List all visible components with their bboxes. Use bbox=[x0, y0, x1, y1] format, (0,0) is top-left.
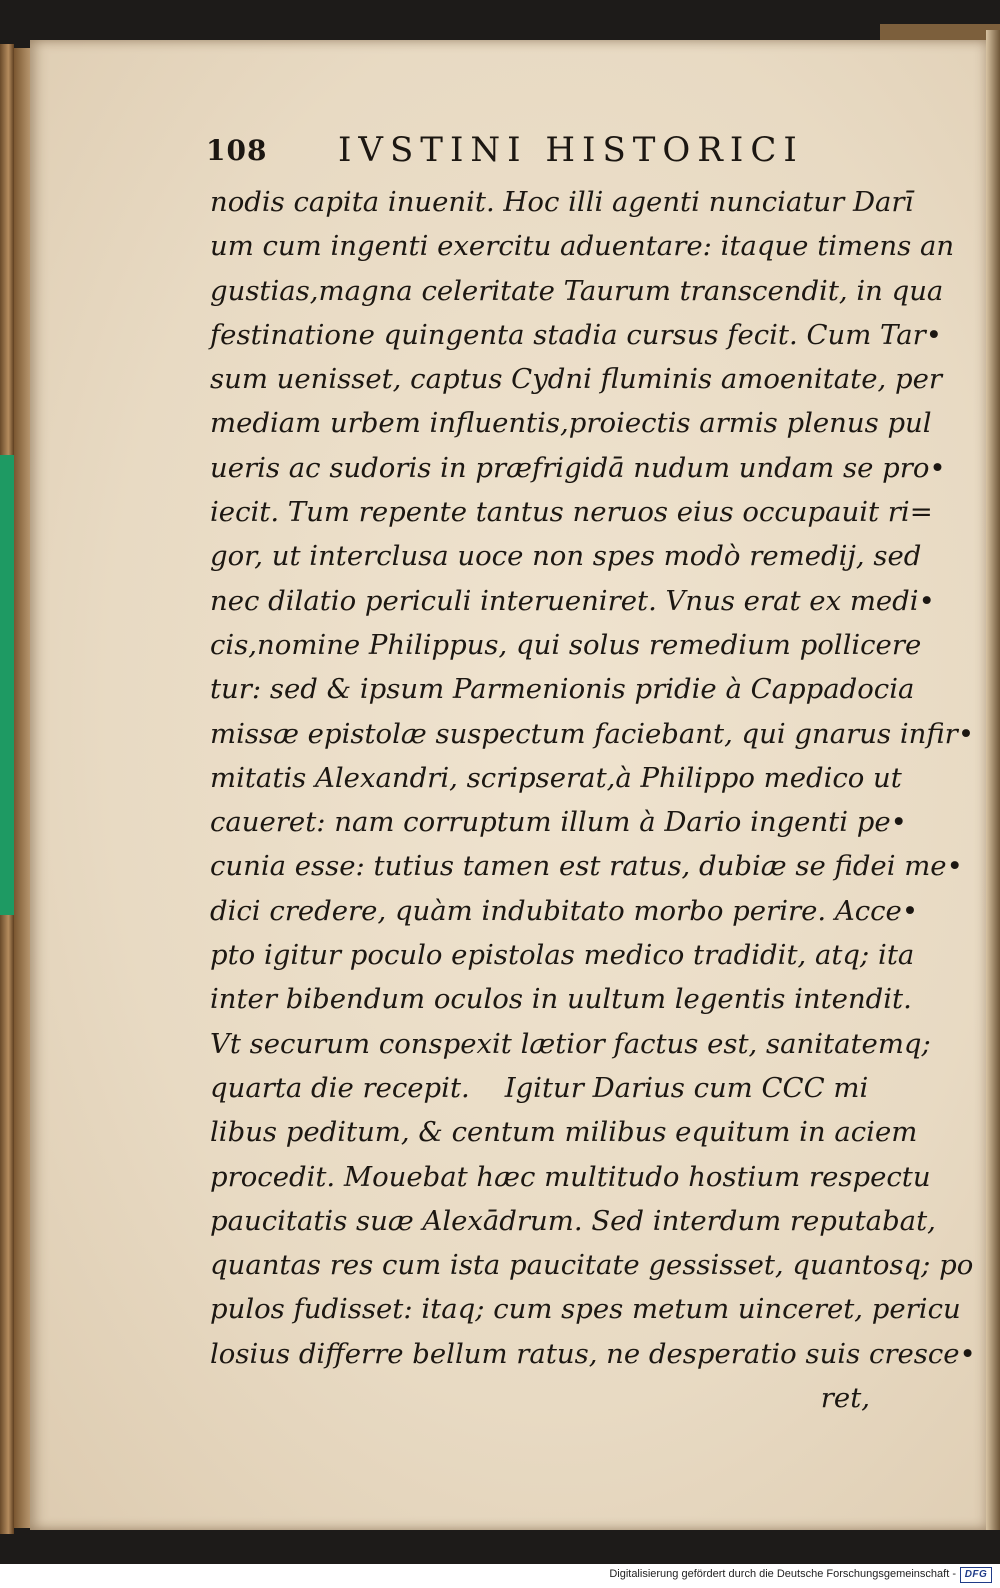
text-line: iecit. Tum repente tantus neruos eius occupauit ri= bbox=[210, 496, 933, 529]
funding-credit: Digitalisierung gefördert durch die Deutsche Forschungsgemeinschaft - bbox=[609, 1568, 956, 1580]
text-line: nec dilatio periculi interueniret. Vnus erat ex medi• bbox=[210, 584, 935, 617]
page-number: 108 bbox=[206, 134, 268, 167]
book-edge-right bbox=[986, 30, 1000, 1530]
text-line: cis,nomine Philippus, qui solus remedium pollicere bbox=[210, 628, 922, 661]
digitization-footer bbox=[0, 1564, 1000, 1588]
text-line: tur: sed & ipsum Parmenionis pridie à Cappadocia bbox=[210, 673, 915, 706]
text-line: nodis capita inuenit. Hoc illi agenti nunciatur Darī bbox=[210, 186, 914, 218]
text-line: procedit. Mouebat hæc multitudo hostium respectu bbox=[210, 1160, 931, 1193]
text-line: cunia esse: tutius tamen est ratus, dubiæ se fidei me• bbox=[210, 850, 963, 883]
text-line: sum uenisset, captus Cydni fluminis amoenitate, per bbox=[210, 363, 942, 396]
dfg-logo: DFG bbox=[960, 1567, 992, 1583]
color-reference-strip bbox=[0, 455, 14, 915]
catchword: ret, bbox=[820, 1382, 870, 1415]
text-line: paucitatis suæ Alexādrum. Sed interdum reputabat, bbox=[210, 1204, 936, 1237]
text-line: mitatis Alexandri, scripserat,à Philippo medico ut bbox=[210, 761, 902, 794]
text-line: libus peditum, & centum milibus equitum in aciem bbox=[210, 1116, 918, 1149]
running-title: IVSTINI HISTORICI bbox=[338, 130, 804, 170]
text-line: pto igitur poculo epistolas medico tradidit, atq; ita bbox=[210, 939, 915, 972]
page-header bbox=[206, 130, 816, 178]
text-line: quantas res cum ista paucitate gessisset, quantosq; po bbox=[210, 1249, 974, 1282]
text-line: inter bibendum oculos in uultum legentis intendit. bbox=[210, 983, 912, 1016]
text-line: gustias,magna celeritate Taurum transcendit, in qua bbox=[210, 274, 944, 307]
text-line: caueret: nam corruptum illum à Dario ingenti pe• bbox=[210, 806, 907, 839]
text-line: mediam urbem influentis,proiectis armis plenus pul bbox=[210, 407, 932, 440]
text-line: Vt securum conspexit lætior factus est, sanitatemq; bbox=[210, 1027, 931, 1060]
text-line: gor, ut interclusa uoce non spes modò remedij, sed bbox=[210, 540, 922, 573]
text-line: missæ epistolæ suspectum faciebant, qui gnarus infir• bbox=[210, 717, 975, 750]
text-line: festinatione quingenta stadia cursus fecit. Cum Tar• bbox=[210, 318, 942, 351]
text-line: quarta die recepit. Igitur Darius cum CCC mi bbox=[210, 1071, 869, 1104]
text-line: ueris ac sudoris in præfrigidā nudum undam se pro• bbox=[210, 451, 946, 484]
text-line: um cum ingenti exercitu aduentare: itaque timens an bbox=[210, 230, 955, 263]
text-line: dici credere, quàm indubitato morbo perire. Acce• bbox=[210, 894, 919, 927]
text-line: losius differre bellum ratus, ne desperatio suis cresce• bbox=[210, 1337, 976, 1370]
body-text bbox=[210, 180, 976, 1420]
text-line: pulos fudisset: itaq; cum spes metum uinceret, pericu bbox=[210, 1293, 961, 1326]
